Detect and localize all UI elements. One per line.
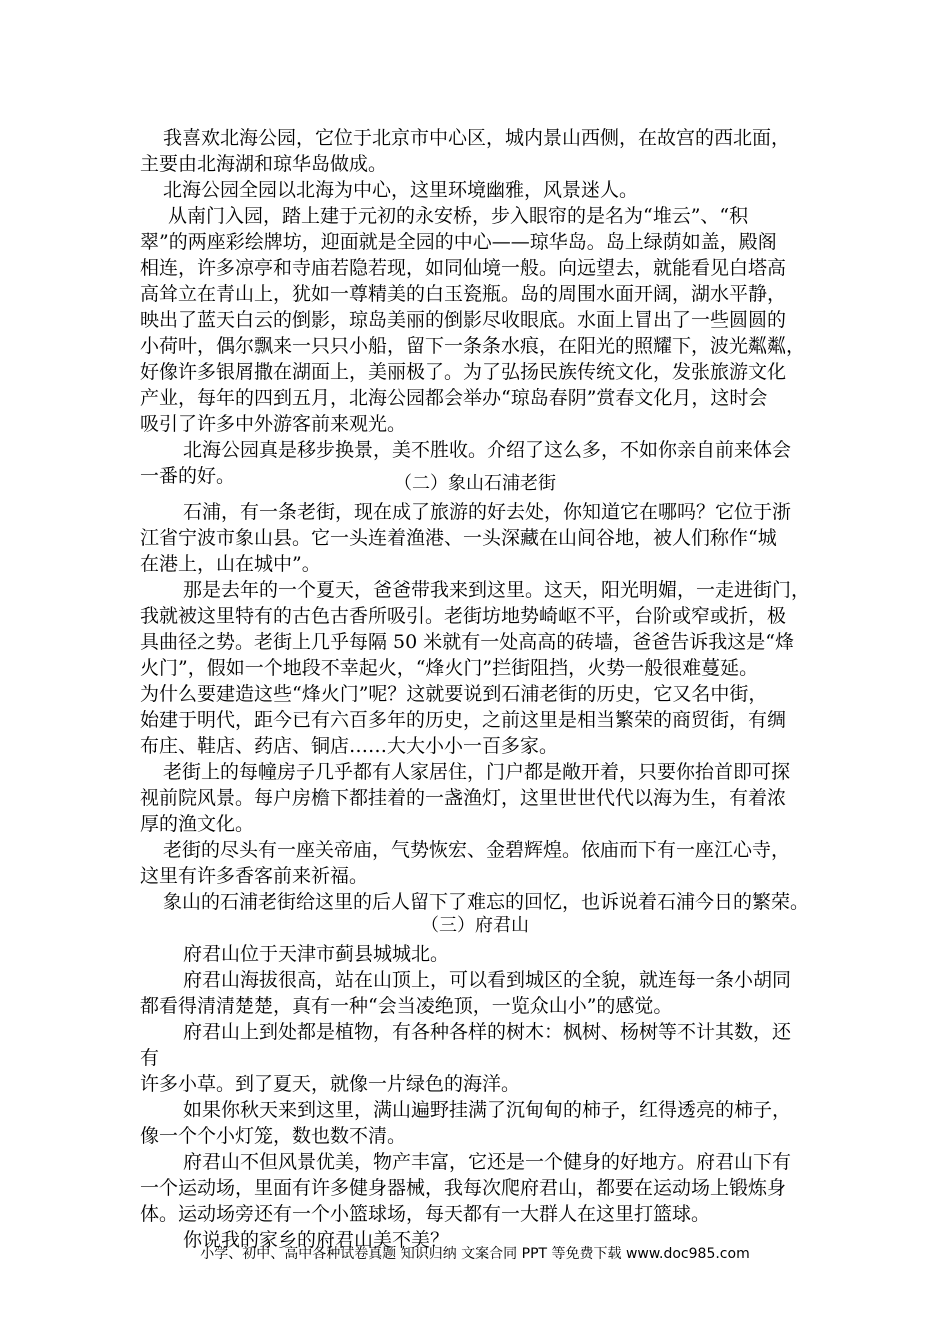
text-line: 那是去年的一个夏天，爸爸带我来到这里。这天，阳光明媚，一走进街门， bbox=[183, 579, 811, 601]
section-heading: （三）府君山 bbox=[421, 915, 529, 936]
text-line: 有 bbox=[140, 1047, 160, 1069]
text-line: 从南门入园，踏上建于元初的永安桥，步入眼帘的是名为“堆云”、“积 bbox=[168, 205, 749, 227]
text-line: 主要由北海湖和琼华岛做成。 bbox=[140, 153, 388, 175]
text-line: 老街的尽头有一座关帝庙，气势恢宏、金碧辉煌。依庙而下有一座江心寺， bbox=[163, 839, 791, 861]
text-line: 为什么要建造这些“烽火门”呢？这就要说到石浦老街的历史，它又名中街， bbox=[140, 683, 768, 705]
text-line: 石浦，有一条老街，现在成了旅游的好去处，你知道它在哪吗？它位于浙 bbox=[183, 501, 792, 523]
text-line: 一番的好。 bbox=[140, 465, 236, 487]
text-line: 我喜欢北海公园，它位于北京市中心区，城内景山西侧，在故宫的西北面， bbox=[163, 127, 791, 149]
text-line: 在港上，山在城中”。 bbox=[140, 553, 321, 575]
text-line: 高耸立在青山上，犹如一尊精美的白玉瓷瓶。岛的周围水面开阔，湖水平静， bbox=[140, 283, 787, 305]
text-line: 象山的石浦老街给这里的后人留下了难忘的回忆，也诉说着石浦今日的繁荣。 bbox=[163, 891, 810, 913]
text-line: 吸引了许多中外游客前来观光。 bbox=[140, 413, 407, 435]
text-line: 我就被这里特有的古色古香所吸引。老街坊地势崎岖不平，台阶或窄或折，极 bbox=[140, 605, 787, 627]
text-line: 好像许多银屑撒在湖面上，美丽极了。为了弘扬民族传统文化，发张旅游文化 bbox=[140, 361, 787, 383]
text-line: 北海公园全园以北海为中心，这里环境幽雅，风景迷人。 bbox=[163, 179, 639, 201]
text-line: 视前院风景。每户房檐下都挂着的一盏渔灯，这里世世代代以海为生，有着浓 bbox=[140, 787, 787, 809]
text-line: 老街上的每幢房子几乎都有人家居住，门户都是敞开着，只要你抬首即可探 bbox=[163, 761, 791, 783]
text-line: 这里有许多香客前来祈福。 bbox=[140, 865, 369, 887]
text-line: 府君山不但风景优美，物产丰富，它还是一个健身的好地方。府君山下有 bbox=[183, 1151, 792, 1173]
text-line: 江省宁波市象山县。它一头连着渔港、一头深藏在山间谷地，被人们称作“城 bbox=[140, 527, 777, 549]
text-line: 产业，每年的四到五月，北海公园都会举办“琼岛春阴”赏春文化月，这时会 bbox=[140, 387, 768, 409]
section-heading: （二）象山石浦老街 bbox=[394, 473, 556, 494]
text-line: 像一个个小灯笼，数也数不清。 bbox=[140, 1125, 407, 1147]
text-line: 厚的渔文化。 bbox=[140, 813, 255, 835]
text-line: 布庄、鞋店、药店、铜店……大大小小一百多家。 bbox=[140, 735, 559, 757]
text-line: 体。运动场旁还有一个小篮球场，每天都有一大群人在这里打篮球。 bbox=[140, 1203, 711, 1225]
text-line: 翠”的两座彩绘牌坊，迎面就是全园的中心——琼华岛。岛上绿荫如盖，殿阁 bbox=[140, 231, 777, 253]
text-line: 北海公园真是移步换景，美不胜收。介绍了这么多，不如你亲自前来体会 bbox=[183, 439, 792, 461]
text-line: 火门”，假如一个地段不幸起火，“烽火门”拦街阻挡，火势一般很难蔓延。 bbox=[140, 657, 759, 679]
text-line: 一个运动场，里面有许多健身器械，我每次爬府君山，都要在运动场上锻炼身 bbox=[140, 1177, 787, 1199]
page-footer: 小学、初中、高中各种试卷真题 知识归纳 文案合同 PPT 等免费下载 www.doc985.com bbox=[200, 1246, 750, 1262]
text-line: 具曲径之势。老街上几乎每隔 50 米就有一处高高的砖墙，爸爸告诉我这是“烽 bbox=[140, 631, 794, 653]
text-line: 映出了蓝天白云的倒影，琼岛美丽的倒影尽收眼底。水面上冒出了一些圆圆的 bbox=[140, 309, 787, 331]
text-line: 许多小草。到了夏天，就像一片绿色的海洋。 bbox=[140, 1073, 521, 1095]
text-line: 府君山位于天津市蓟县城城北。 bbox=[183, 943, 450, 965]
text-line: 小荷叶，偶尔飘来一只只小船，留下一条条水痕，在阳光的照耀下，波光粼粼， bbox=[140, 335, 806, 357]
text-line: 府君山上到处都是植物，有各种各样的树木：枫树、杨树等不计其数，还 bbox=[183, 1021, 792, 1043]
text-line: 都看得清清楚楚，真有一种“会当凌绝顶，一览众山小”的感觉。 bbox=[140, 995, 673, 1017]
text-line: 如果你秋天来到这里，满山遍野挂满了沉甸甸的柿子，红得透亮的柿子， bbox=[183, 1099, 792, 1121]
text-line: 府君山海拔很高，站在山顶上，可以看到城区的全貌，就连每一条小胡同 bbox=[183, 969, 792, 991]
text-line: 始建于明代，距今已有六百多年的历史，之前这里是相当繁荣的商贸街，有绸 bbox=[140, 709, 787, 731]
text-line: 相连，许多凉亭和寺庙若隐若现，如同仙境一般。向远望去，就能看见白塔高 bbox=[140, 257, 787, 279]
text-line: 你说我的家乡的府君山美不美？ bbox=[183, 1229, 450, 1251]
